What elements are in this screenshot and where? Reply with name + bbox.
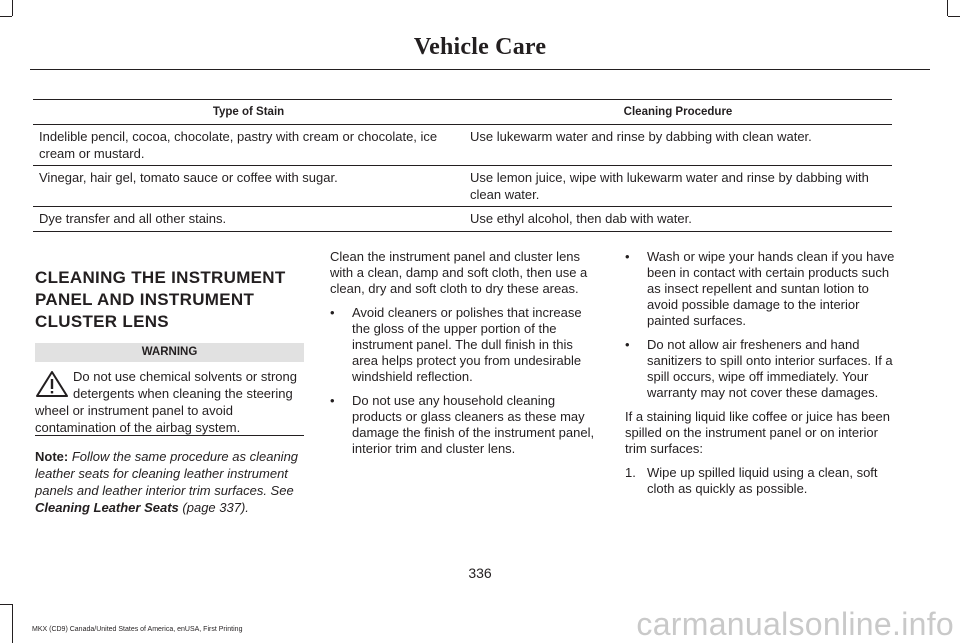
crop-mark-bottom-left-v <box>12 604 13 643</box>
title-rule <box>30 69 930 70</box>
note-page-ref: (page 337). <box>182 500 249 515</box>
footer-doc-info: MKX (CD9) Canada/United States of America, enUSA, First Printing <box>32 626 243 633</box>
stain-table <box>33 99 892 232</box>
table-cell-stain: Indelible pencil, cocoa, chocolate, pastry with cream or chocolate, ice cream or mustard. <box>33 125 464 166</box>
crop-mark-top-left-v <box>12 0 13 16</box>
bullet-icon: • <box>625 337 630 352</box>
note-paragraph <box>35 448 305 516</box>
table-row <box>33 166 892 207</box>
list-item-text: Do not use any household cleaning products or glass cleaners as these may damage the finish of the instrument panel, interior trim and cluster lens. <box>352 393 595 456</box>
table-cell-stain: Dye transfer and all other stains. <box>33 207 464 232</box>
list-item <box>330 305 602 385</box>
section-heading-line: PANEL AND INSTRUMENT <box>35 290 255 309</box>
list-item-text: Do not allow air fresheners and hand sanitizers to spill onto interior surfaces. If a spill occurs, wipe off immediately. Your warranty may not cover these damages. <box>647 337 893 400</box>
table-header-procedure: Cleaning Procedure <box>464 100 892 125</box>
page-title: Vehicle Care <box>413 34 547 60</box>
table-cell-procedure: Use ethyl alcohol, then dab with water. <box>464 207 892 232</box>
bullet-icon: • <box>330 393 335 408</box>
warning-box <box>35 368 305 436</box>
step-text: Wipe up spilled liquid using a clean, soft cloth as quickly as possible. <box>647 465 878 496</box>
bullet-icon: • <box>625 249 630 264</box>
table-header-row <box>33 100 892 125</box>
spill-paragraph: If a staining liquid like coffee or juice has been spilled on the instrument panel or on interior trim surfaces: <box>625 409 890 456</box>
watermark: carmanualsonline.info <box>636 606 954 642</box>
bullet-icon: • <box>330 305 335 320</box>
list-item-text: Wash or wipe your hands clean if you have been in contact with certain products such as insect repellent and suntan lotion to avoid possible damage to the interior painted surfaces. <box>647 249 895 328</box>
list-item <box>625 337 895 401</box>
right-column <box>625 249 895 505</box>
table-cell-procedure: Use lemon juice, wipe with lukewarm water and rinse by dabbing with clean water. <box>464 166 892 207</box>
crop-mark-top-right-v <box>947 0 948 16</box>
list-item <box>330 393 602 457</box>
warning-label: WARNING <box>35 343 304 362</box>
numbered-step <box>625 465 895 497</box>
warning-triangle-icon <box>35 370 69 398</box>
table-header-stain: Type of Stain <box>33 100 464 125</box>
note-text: Follow the same procedure as cleaning leather seats for cleaning leather instrument panels and leather interior trim surfaces. See <box>35 449 299 498</box>
note-link[interactable]: Cleaning Leather Seats <box>35 500 179 515</box>
middle-column <box>330 249 602 465</box>
page-number: 336 <box>468 565 492 581</box>
table-cell-procedure: Use lukewarm water and rinse by dabbing with clean water. <box>464 125 892 166</box>
list-item-text: Avoid cleaners or polishes that increase the gloss of the upper portion of the instrument panel. The dull finish in this area helps protect you from undesirable windshield reflection. <box>352 305 582 384</box>
intro-paragraph: Clean the instrument panel and cluster lens with a clean, damp and soft cloth, then use a clean, dry and soft cloth to dry these areas. <box>330 249 588 296</box>
crop-mark-top-right-h <box>948 16 960 17</box>
section-heading <box>35 267 305 333</box>
warning-text: Do not use chemical solvents or strong detergents when cleaning the steering wheel or instrument panel to avoid contamination of the airbag system. <box>35 369 297 435</box>
warning-rule <box>35 435 304 436</box>
table-row <box>33 207 892 232</box>
crop-mark-bottom-left-h <box>0 604 12 605</box>
list-item <box>625 249 895 329</box>
section-heading-line: CLEANING THE INSTRUMENT <box>35 268 286 287</box>
step-number: 1. <box>625 465 636 480</box>
section-heading-line: CLUSTER LENS <box>35 312 169 331</box>
crop-mark-top-left-h <box>0 16 12 17</box>
table-row <box>33 125 892 166</box>
table-cell-stain: Vinegar, hair gel, tomato sauce or coffee with sugar. <box>33 166 464 207</box>
note-label: Note: <box>35 449 69 464</box>
